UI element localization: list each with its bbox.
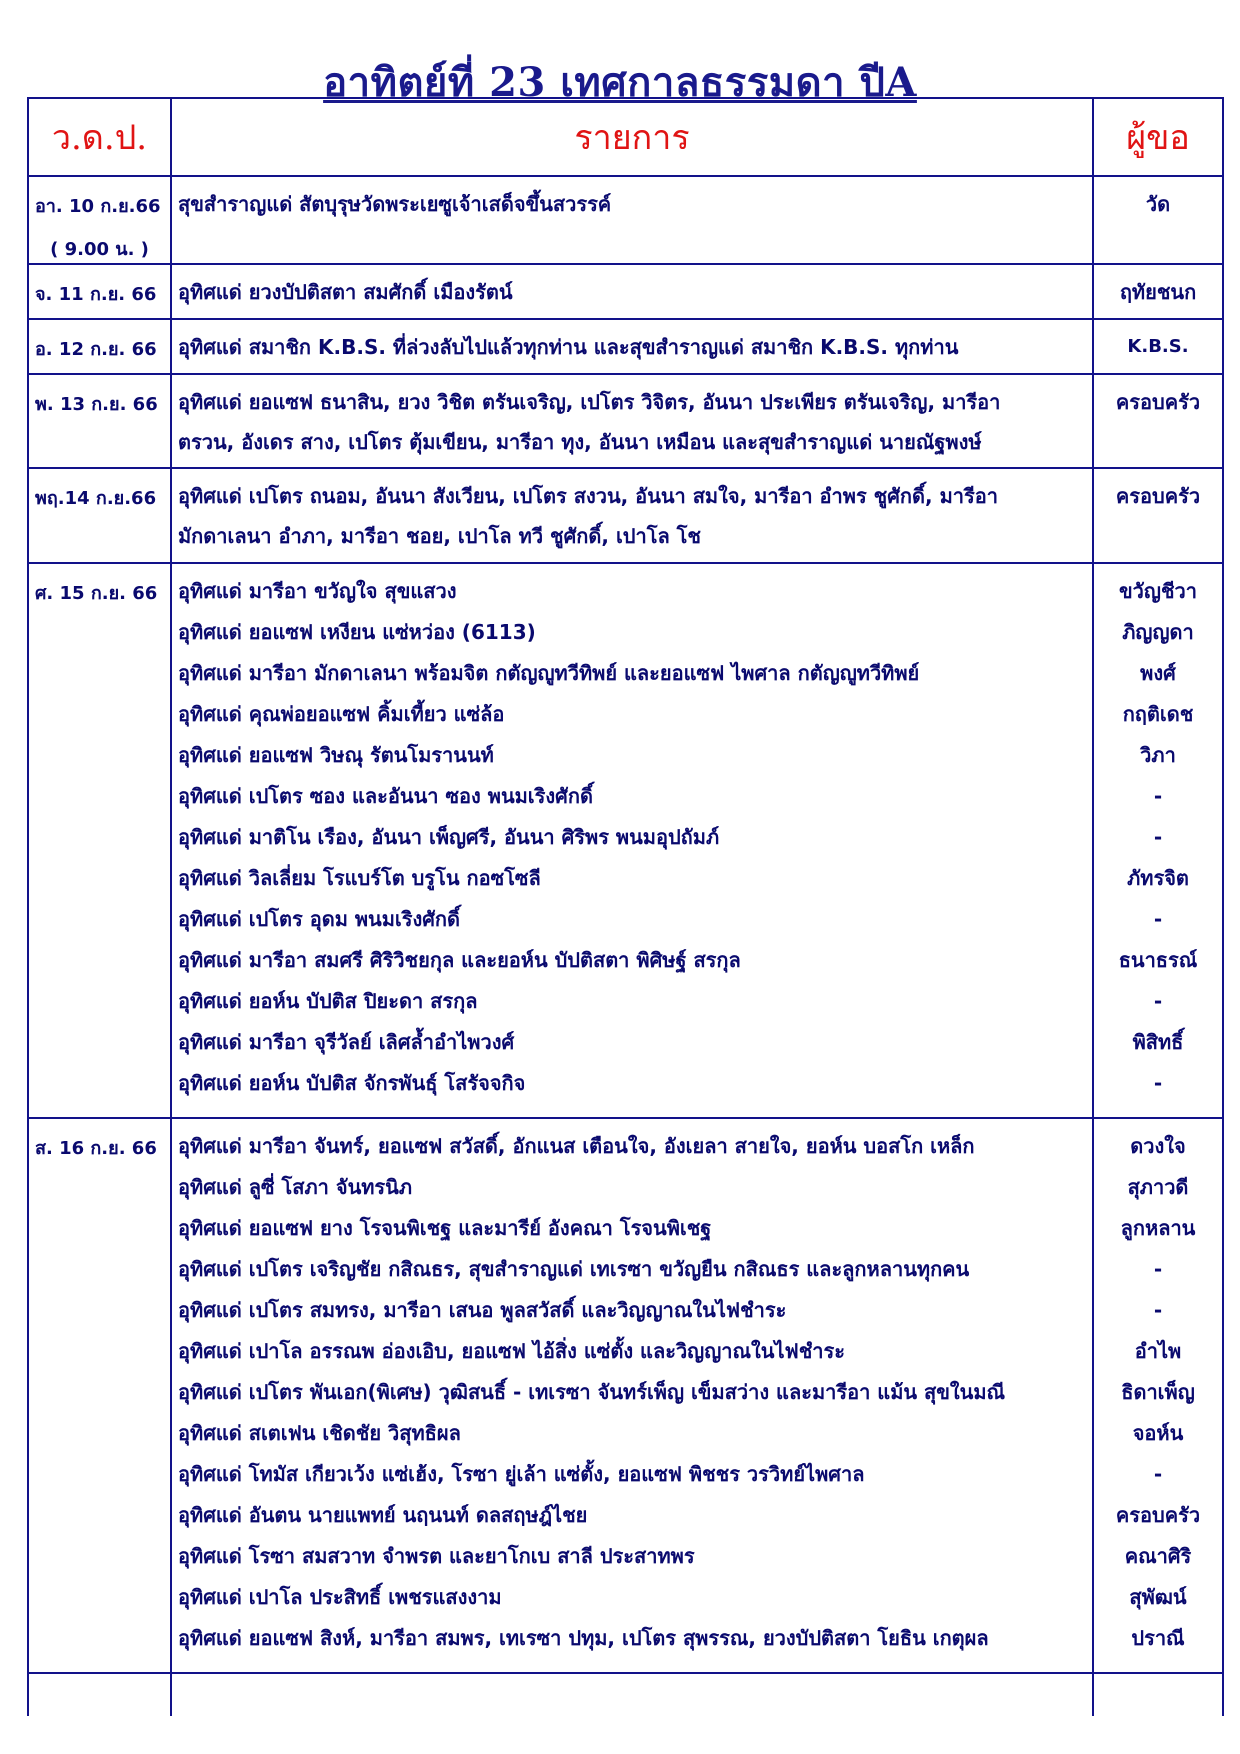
intention-line: อุทิศแด่ มารีอา ขวัญใจ สุขแสวง (178, 579, 457, 603)
table-row (28, 319, 1223, 374)
requester-name: - (1153, 1257, 1163, 1281)
item-cell (171, 563, 1093, 1118)
intention-line: อุทิศแด่ ยอห์น บัปติส จักรพันธุ์ โสรัจจกิจ (178, 1071, 526, 1095)
table-header-row (28, 98, 1223, 176)
requester-name: ภิญญดา (1122, 620, 1194, 644)
intention-line: อุทิศแด่ เปโตร อุดม พนมเริงศักดิ์ (178, 907, 461, 931)
requester-name: อำไพ (1134, 1339, 1182, 1363)
requester-name: กฤติเดช (1122, 702, 1194, 726)
date-text: ศ. 15 ก.ย. 66 (35, 583, 158, 604)
intention-line: มักดาเลนา อำภา, มารีอา ชอย, เปาโล ทวี ชูศักดิ์, เปาโล โช (178, 524, 701, 548)
intention-line: อุทิศแด่ โรซา สมสวาท จำพรต และยาโกเบ สาลี ประสาทพร (178, 1544, 695, 1568)
date-text: จ. 11 ก.ย. 66 (35, 284, 157, 305)
intention-line: อุทิศแด่ ยอแซฟ ธนาสิน, ยวง วิชิต ตรันเจริญ, เปโตร วิจิตร, อันนา ประเพียร ตรันเจริญ, มารีอา (178, 390, 1001, 414)
table-row (28, 563, 1223, 1118)
intention-line: อุทิศแด่ มารีอา จุรีวัลย์ เลิศล้ำอำไพวงศ์ (178, 1030, 515, 1054)
table-row (28, 468, 1223, 563)
requester-name: ฤทัยชนก (1119, 280, 1197, 304)
intention-line: อุทิศแด่ เปโตร ซอง และอันนา ซอง พนมเริงศักดิ์ (178, 784, 593, 808)
requester-name: คณาศิริ (1124, 1544, 1192, 1568)
requester-name: พงศ์ (1140, 661, 1176, 685)
intention-line: ตรวน, อังเดร สาง, เปโตร ตุ้มเขียน, มารีอา ทุง, อันนา เหมือน และสุขสำราญแด่ นายณัฐพงษ์ (178, 430, 982, 454)
intention-line: อุทิศแด่ อันตน นายแพทย์ นฤนนท์ ดลสฤษฎ์ไชย (178, 1503, 588, 1527)
intention-line: อุทิศแด่ เปาโล ประสิทธิ์ เพชรแสงงาม (178, 1585, 502, 1609)
item-cell (171, 1118, 1093, 1673)
table-row (28, 374, 1223, 468)
requester-name: ธนาธรณ์ (1118, 948, 1198, 972)
requester-name: ดวงใจ (1130, 1134, 1186, 1158)
intention-line: อุทิศแด่ เปโตร พันเอก(พิเศษ) วุฒิสนธิ์ - เทเรซา จันทร์เพ็ญ เข็มสว่าง และมารีอา แม้น สุขในมณี (178, 1380, 1006, 1404)
requester-name: สุพัฒน์ (1129, 1585, 1187, 1609)
empty-row (28, 1673, 1223, 1716)
empty-cell (28, 1673, 171, 1716)
requester-name: วิภา (1140, 743, 1176, 767)
requester-cell (1093, 176, 1223, 264)
date-cell (28, 468, 171, 563)
header-date: ว.ด.ป. (28, 98, 171, 176)
date-cell (28, 563, 171, 1118)
requester-name: วัด (1145, 192, 1171, 216)
requester-name: ครอบครัว (1115, 390, 1201, 414)
intention-line: อุทิศแด่ มารีอา จันทร์, ยอแซฟ สวัสดิ์, อักแนส เตือนใจ, อังเยลา สายใจ, ยอห์น บอสโก เหล็ก (178, 1134, 975, 1158)
date-text: พ. 13 ก.ย. 66 (35, 394, 158, 415)
requester-name: ครอบครัว (1115, 484, 1201, 508)
intention-line: อุทิศแด่ ยอแซฟ สิงห์, มารีอา สมพร, เทเรซา ปทุม, เปโตร สุพรรณ, ยวงบัปติสตา โยธิน เกตุผล (178, 1626, 989, 1650)
date-cell (28, 176, 171, 264)
intention-line: อุทิศแด่ ยวงบัปติสตา สมศักดิ์ เมืองรัตน์ (178, 280, 513, 304)
empty-cell (171, 1673, 1093, 1716)
intention-line: อุทิศแด่ ยอแซฟ เหงียน แซ่หว่อง (6113) (178, 620, 536, 644)
item-cell (171, 468, 1093, 563)
requester-name: สุภาวดี (1127, 1175, 1189, 1199)
date-cell (28, 264, 171, 319)
item-cell (171, 319, 1093, 374)
table-row (28, 264, 1223, 319)
requester-cell (1093, 563, 1223, 1118)
requester-name: - (1153, 825, 1163, 849)
intention-line: อุทิศแด่ มารีอา สมศรี ศิริวิชยกุล และยอห์น บัปติสตา พิศิษฐ์ สรกุล (178, 948, 741, 972)
date-cell (28, 1118, 171, 1673)
item-cell (171, 374, 1093, 468)
intention-line: อุทิศแด่ มาติโน เรือง, อันนา เพ็ญศรี, อันนา ศิริพร พนมอุปถัมภ์ (178, 825, 720, 849)
date-cell (28, 319, 171, 374)
intention-line: อุทิศแด่ ยอแซฟ ยาง โรจนพิเชฐ และมารีย์ อังคณา โรจนพิเชฐ (178, 1216, 712, 1240)
intention-line: อุทิศแด่ เปาโล อรรณพ อ่องเอิบ, ยอแซฟ ไอ้สิ่ง แซ่ตั้ง และวิญญาณในไฟชำระ (178, 1339, 845, 1363)
intention-line: อุทิศแด่ วิลเลี่ยม โรแบร์โต บรูโน กอซโซลี (178, 866, 541, 890)
requester-name: - (1153, 989, 1163, 1013)
requester-cell (1093, 319, 1223, 374)
requester-name: - (1153, 784, 1163, 808)
date-text: พฤ.14 ก.ย.66 (35, 488, 157, 509)
date-text: อา. 10 ก.ย.66 (35, 196, 161, 217)
requester-name: - (1153, 1462, 1163, 1486)
intention-line: สุขสำราญแด่ สัตบุรุษวัดพระเยซูเจ้าเสด็จขึ้นสวรรค์ (178, 192, 612, 216)
date-text: อ. 12 ก.ย. 66 (35, 339, 157, 360)
requester-cell (1093, 1118, 1223, 1673)
requester-cell (1093, 264, 1223, 319)
requester-name: K.B.S. (1127, 336, 1189, 357)
date-text: ส. 16 ก.ย. 66 (35, 1138, 157, 1159)
intention-line: อุทิศแด่ สมาชิก K.B.S. ที่ล่วงลับไปแล้วทุกท่าน และสุขสำราญแด่ สมาชิก K.B.S. ทุกท่าน (178, 335, 959, 359)
requester-name: ลูกหลาน (1120, 1216, 1196, 1240)
requester-name: ภัทรจิต (1127, 866, 1189, 890)
requester-cell (1093, 468, 1223, 563)
table-row (28, 176, 1223, 264)
requester-name: - (1153, 1298, 1163, 1322)
requester-name: ขวัญชีวา (1119, 579, 1197, 603)
intention-line: อุทิศแด่ เปโตร ถนอม, อันนา สังเวียน, เปโตร สงวน, อันนา สมใจ, มารีอา อำพร ชูศักดิ์, มารีอา (178, 484, 998, 508)
intention-line: อุทิศแด่ ยอห์น บัปติส ปิยะดา สรกุล (178, 989, 478, 1013)
intention-line: อุทิศแด่ เปโตร สมทรง, มารีอา เสนอ พูลสวัสดิ์ และวิญญาณในไฟชำระ (178, 1298, 787, 1322)
table-row (28, 1118, 1223, 1673)
requester-name: จอห์น (1132, 1421, 1184, 1445)
requester-name: ปราณี (1131, 1626, 1185, 1650)
intention-line: อุทิศแด่ คุณพ่อยอแซฟ คิ้มเที้ยว แซ่ล้อ (178, 702, 505, 726)
intention-line: อุทิศแด่ มารีอา มักดาเลนา พร้อมจิต กตัญญูทวีทิพย์ และยอแซฟ ไพศาล กตัญญูทวีทิพย์ (178, 661, 920, 685)
header-item: รายการ (171, 98, 1093, 176)
intention-line: อุทิศแด่ ลูซี่ โสภา จันทรนิภ (178, 1175, 413, 1199)
item-cell (171, 176, 1093, 264)
header-requester: ผู้ขอ (1093, 98, 1223, 176)
requester-name: ครอบครัว (1115, 1503, 1201, 1527)
date-cell (28, 374, 171, 468)
intention-line: อุทิศแด่ โทมัส เกียวเว้ง แซ่เฮ้ง, โรซา ยู่เล้า แซ่ตั้ง, ยอแซฟ พิชชร วรวิทย์ไพศาล (178, 1462, 865, 1486)
intention-line: อุทิศแด่ ยอแซฟ วิษณุ รัตนโมรานนท์ (178, 743, 494, 767)
item-cell (171, 264, 1093, 319)
requester-name: - (1153, 907, 1163, 931)
page-title: อาทิตย์ที่ 23 เทศกาลธรรมดา ปีA (323, 59, 917, 106)
requester-name: ธิดาเพ็ญ (1121, 1380, 1195, 1404)
requester-cell (1093, 374, 1223, 468)
date-time-text: ( 9.00 น. ) (50, 239, 149, 260)
intention-line: อุทิศแด่ เปโตร เจริญชัย กสิณธร, สุขสำราญแด่ เทเรซา ขวัญยืน กสิณธร และลูกหลานทุกคน (178, 1257, 970, 1281)
intention-line: อุทิศแด่ สเตเฟน เชิดชัย วิสุทธิผล (178, 1421, 461, 1445)
empty-cell (1093, 1673, 1223, 1716)
mass-intentions-table (27, 97, 1224, 1716)
requester-name: - (1153, 1071, 1163, 1095)
requester-name: พิสิทธิ์ (1132, 1030, 1184, 1054)
